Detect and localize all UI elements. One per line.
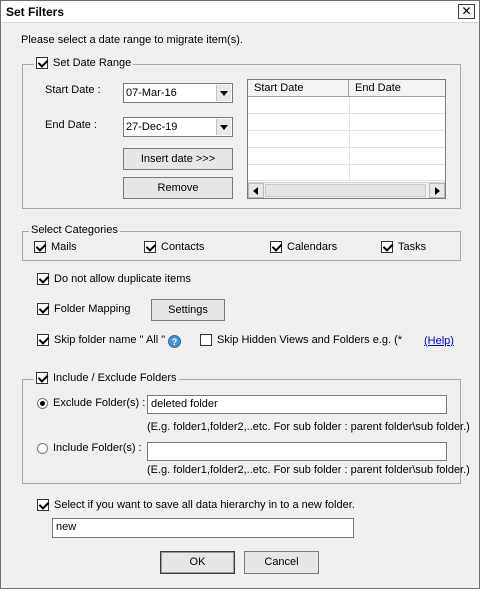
chevron-down-icon[interactable] (216, 119, 231, 135)
end-date-value: 27-Dec-19 (126, 121, 178, 133)
exclude-folders-label: Exclude Folder(s) : (53, 397, 146, 409)
calendars-checkbox[interactable] (270, 241, 282, 253)
start-date-label: Start Date : (45, 84, 101, 96)
calendars-label: Calendars (287, 241, 338, 253)
folder-mapping-checkbox[interactable] (37, 303, 49, 315)
folders-legend (34, 372, 179, 384)
category-contacts[interactable] (144, 241, 204, 253)
scroll-left-icon[interactable] (248, 183, 264, 198)
cancel-button[interactable]: Cancel (244, 551, 319, 574)
ok-button[interactable]: OK (160, 551, 235, 574)
contacts-label: Contacts (161, 241, 205, 253)
title-bar (1, 1, 479, 23)
grid-header-end-date[interactable]: End Date (349, 80, 445, 97)
help-link[interactable]: (Help) (424, 335, 454, 347)
no-duplicates-label: Do not allow duplicate items (54, 273, 191, 285)
remove-button[interactable]: Remove (123, 177, 233, 199)
folder-mapping-label: Folder Mapping (54, 303, 131, 315)
mails-label: Mails (51, 241, 77, 253)
chevron-down-icon[interactable] (216, 85, 231, 101)
categories-legend: Select Categories (31, 224, 118, 236)
tasks-checkbox[interactable] (381, 241, 393, 253)
hierarchy-label: Select if you want to save all data hierarchy in to a new folder. (54, 499, 355, 511)
scroll-right-icon[interactable] (429, 183, 445, 198)
window-title: Set Filters (6, 5, 65, 19)
hierarchy-folder-input[interactable]: new (52, 518, 354, 538)
category-tasks[interactable] (381, 241, 426, 253)
start-date-picker[interactable] (123, 83, 233, 103)
grid-row-line (248, 113, 445, 114)
include-folders-label: Include Folder(s) : (53, 442, 142, 454)
no-duplicates-option[interactable] (37, 273, 191, 285)
intro-text: Please select a date range to migrate item(s). (21, 34, 243, 46)
include-folders-input[interactable] (147, 442, 447, 461)
mails-checkbox[interactable] (34, 241, 46, 253)
settings-button[interactable]: Settings (151, 299, 225, 321)
start-date-value: 07-Mar-16 (126, 87, 177, 99)
folder-mapping-option[interactable] (37, 303, 130, 315)
hierarchy-option[interactable] (37, 499, 355, 511)
grid-column-divider (349, 97, 350, 181)
skip-hidden-checkbox[interactable] (200, 334, 212, 346)
include-folders-option[interactable] (37, 442, 142, 454)
help-icon[interactable]: ? (168, 335, 181, 348)
skip-all-checkbox[interactable] (37, 334, 49, 346)
grid-row-line (248, 180, 445, 181)
date-range-legend (34, 57, 133, 69)
exclude-folders-option[interactable] (37, 397, 145, 409)
include-folders-radio[interactable] (37, 443, 48, 454)
include-folders-hint: (E.g. folder1,folder2,..etc. For sub folder : parent folder\sub folder.) (147, 464, 470, 476)
skip-all-option[interactable] (37, 334, 165, 346)
set-date-range-checkbox[interactable] (36, 57, 48, 69)
skip-all-label: Skip folder name " All " (54, 334, 166, 346)
exclude-folders-input[interactable]: deleted folder (147, 395, 447, 414)
scroll-thumb[interactable] (265, 184, 426, 197)
grid-header-start-date[interactable]: Start Date (248, 80, 349, 97)
include-exclude-label: Include / Exclude Folders (53, 372, 177, 384)
include-exclude-checkbox[interactable] (36, 372, 48, 384)
exclude-folders-hint: (E.g. folder1,folder2,..etc. For sub folder : parent folder\sub folder.) (147, 421, 470, 433)
insert-date-button[interactable]: Insert date >>> (123, 148, 233, 170)
close-icon: ✕ (461, 4, 472, 18)
end-date-label: End Date : (45, 119, 97, 131)
date-range-grid[interactable] (247, 79, 446, 199)
skip-hidden-option[interactable] (200, 334, 402, 346)
grid-horizontal-scrollbar[interactable] (248, 182, 445, 198)
close-button[interactable] (458, 4, 475, 19)
grid-row-line (248, 130, 445, 131)
category-calendars[interactable] (270, 241, 337, 253)
skip-hidden-label: Skip Hidden Views and Folders e.g. (* (217, 334, 403, 346)
exclude-folders-radio[interactable] (37, 398, 48, 409)
grid-row-line (248, 147, 445, 148)
grid-row-line (248, 164, 445, 165)
set-date-range-label: Set Date Range (53, 57, 132, 69)
end-date-picker[interactable] (123, 117, 233, 137)
hierarchy-checkbox[interactable] (37, 499, 49, 511)
contacts-checkbox[interactable] (144, 241, 156, 253)
no-duplicates-checkbox[interactable] (37, 273, 49, 285)
category-mails[interactable] (34, 241, 77, 253)
tasks-label: Tasks (398, 241, 427, 253)
